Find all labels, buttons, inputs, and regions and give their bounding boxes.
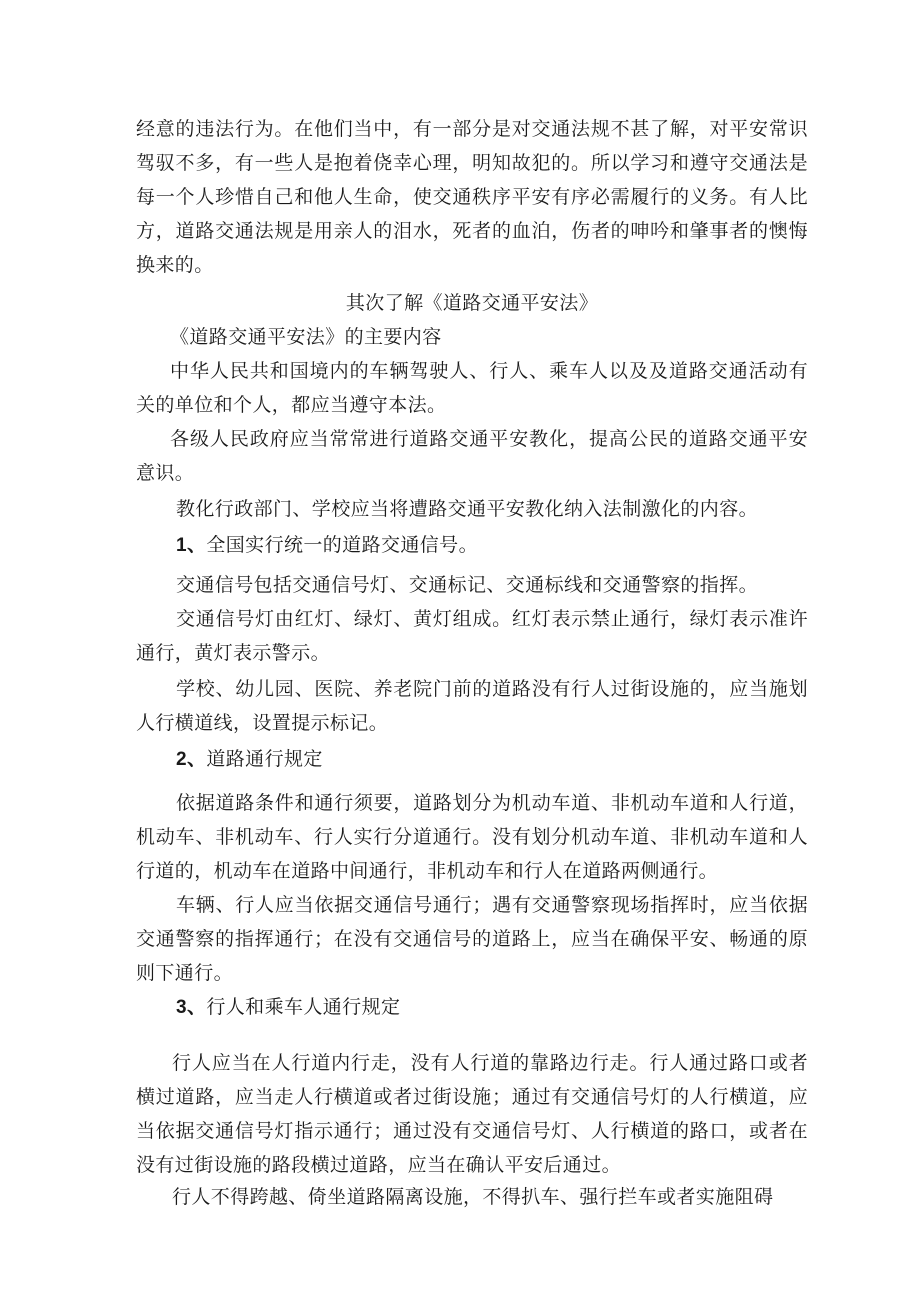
section-2-title: 道路通行规定 (206, 748, 323, 770)
section-1-title: 全国实行统一的道路交通信号。 (206, 534, 478, 556)
section-1-number: 1、 (176, 535, 207, 556)
paragraph-pedestrian-rules: 行人应当在人行道内行走，没有人行道的靠路边行走。行人通过路口或者横过道路，应当走人行横道或者过街设施；通过有交通信号灯的人行横道，应当依据交通信号灯指示通行；通过没有交通信号灯、人行横道的路口，或者在没有过街设施的路段横过道路，应当在确认平安后通过。 (136, 1052, 808, 1176)
section-3-heading (176, 990, 808, 1025)
section-heading: 其次了解《道路交通平安法》 (345, 292, 599, 314)
paragraph-crosswalk-schools: 学校、幼儿园、医院、养老院门前的道路没有行人过街设施的，应当施划人行横道线，设置提示标记。 (136, 678, 808, 734)
section-3-number: 3、 (176, 997, 207, 1018)
paragraph-signal-types: 交通信号包括交通信号灯、交通标记、交通标线和交通警察的指挥。 (176, 574, 759, 596)
paragraph-signal-compliance: 车辆、行人应当依据交通信号通行；遇有交通警察现场指挥时，应当依据交通警察的指挥通行；在没有交通信号的道路上，应当在确保平安、畅通的原则下通行。 (136, 894, 808, 984)
paragraph-signal-lights: 交通信号灯由红灯、绿灯、黄灯组成。红灯表示禁止通行，绿灯表示准许通行，黄灯表示警示。 (136, 608, 808, 664)
section-2-number: 2、 (176, 749, 207, 770)
paragraph-lane-division: 依据道路条件和通行须要，道路划分为机动车道、非机动车道和人行道，机动车、非机动车、行人实行分道通行。没有划分机动车道、非机动车道和人行道的，机动车在道路中间通行，非机动车和行人在道路两侧通行。 (136, 792, 808, 882)
section-2-heading (176, 742, 808, 777)
paragraph-school-education: 教化行政部门、学校应当将遭路交通平安教化纳入法制激化的内容。 (176, 498, 759, 520)
paragraph-scope: 中华人民共和国境内的车辆驾驶人、行人、乘车人以及及道路交通活动有关的单位和个人，都应当遵守本法。 (136, 360, 808, 416)
paragraph-pedestrian-prohibitions: 行人不得跨越、倚坐道路隔离设施，不得扒车、强行拦车或者实施阻碍 (172, 1186, 774, 1208)
section-3-title: 行人和乘车人通行规定 (206, 996, 401, 1018)
section-1-heading (176, 528, 808, 563)
paragraph-government-education: 各级人民政府应当常常进行道路交通平安教化，提高公民的道路交通平安意识。 (136, 428, 808, 484)
paragraph-intro-continued: 经意的违法行为。在他们当中，有一部分是对交通法规不甚了解，对平安常识驾驭不多，有一些人是抱着侥幸心理，明知故犯的。所以学习和遵守交通法是每一个人珍惜自己和他人生命，使交通秩序平安有序必需履行的义务。有人比方，道路交通法规是用亲人的泪水，死者的血泊，伤者的呻吟和肇事者的懊悔换来的。 (136, 118, 808, 276)
subheading-main-content: 《道路交通平安法》的主要内容 (170, 326, 442, 348)
